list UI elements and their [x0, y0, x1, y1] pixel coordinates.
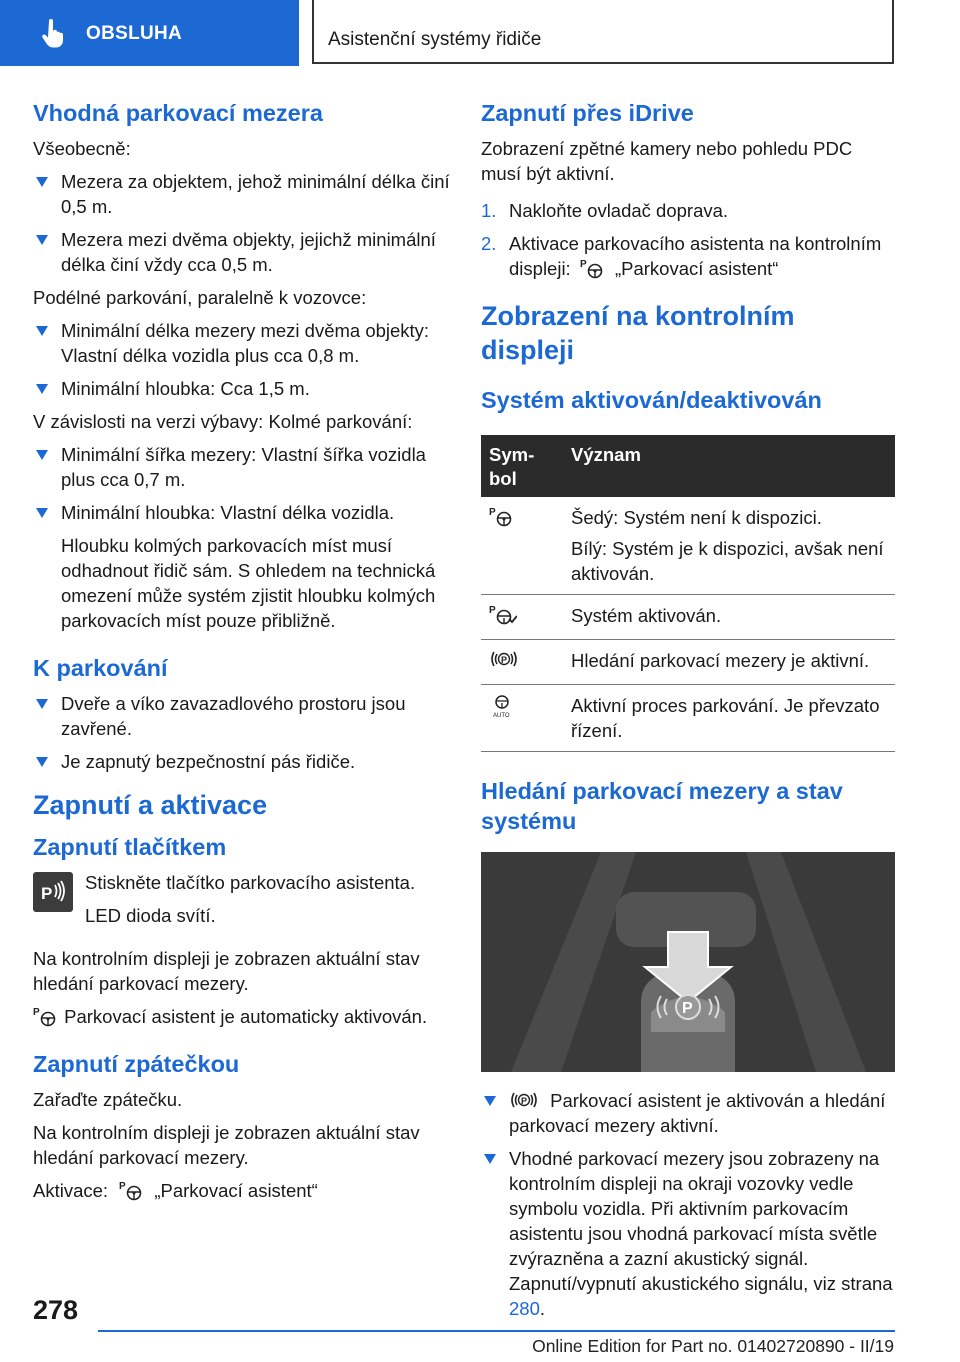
- table-row: [481, 595, 895, 640]
- activation-value: „Parkovací asistent“: [154, 1180, 318, 1201]
- list-item: Dveře a víko zavazadlového prostoru jsou zavřené.: [33, 691, 451, 741]
- col-meaning: Význam: [563, 435, 895, 497]
- parking-assistant-icon: [33, 1005, 59, 1027]
- table-row: [481, 685, 895, 752]
- list-item: Mezera za objektem, jehož minimální délka činí 0,5 m.: [33, 169, 451, 219]
- activation-row: [33, 1178, 451, 1203]
- footer-edition: Online Edition for Part no. 01402720890 - II/19: [532, 1336, 894, 1356]
- perpendicular-label: V závislosti na verzi výbavy: Kolmé parkování:: [33, 411, 413, 432]
- table-row: [481, 640, 895, 685]
- led-text: LED dioda svítí.: [85, 905, 216, 926]
- parking-assistant-icon: [489, 505, 515, 527]
- auto-activated-text: Parkovací asistent je automaticky aktivován.: [64, 1006, 428, 1027]
- page-header: [0, 0, 960, 66]
- parking-assistant-icon: [580, 257, 606, 279]
- idrive-steps: [481, 198, 895, 281]
- parallel-label: Podélné parkování, paralelně k vozovce:: [33, 287, 367, 308]
- list-item: [481, 1088, 895, 1138]
- heading-system-status: Systém aktivován/deaktivován: [481, 387, 822, 413]
- parking-assistant-icon: [119, 1179, 145, 1201]
- list-item: Je zapnutý bezpečnostní pás řidiče.: [33, 749, 451, 774]
- perpendicular-list: [33, 442, 451, 633]
- step-text: Aktivace parkovacího asistenta na kontrolním displeji:: [509, 233, 882, 279]
- symbol-cell: [481, 685, 563, 752]
- meaning-cell: Aktivní proces parkování. Je převzato řízení.: [563, 685, 895, 752]
- svg-text:P: P: [489, 507, 496, 518]
- reverse-text: Zařaďte zpátečku.: [33, 1089, 183, 1110]
- heading-search-status: Hledání parkovací mezery a stav systému: [481, 778, 843, 834]
- list-item: Minimální hloubka: Vlastní délka vozidla.: [33, 500, 451, 525]
- list-item: Minimální šířka mezery: Vlastní šířka vozidla plus cca 0,7 m.: [33, 442, 451, 492]
- auto-label: AUTO: [493, 713, 510, 719]
- step-item: [481, 231, 895, 281]
- page-number: 278: [33, 1295, 79, 1325]
- svg-text:P: P: [489, 605, 496, 616]
- reverse-display: Na kontrolním displeji je zobrazen aktuální stav hledání parkovací mezery.: [33, 1122, 420, 1168]
- list-item-text: Parkovací asistent je aktivován a hledání parkovací mezery aktivní.: [509, 1090, 886, 1136]
- svg-text:P: P: [41, 884, 53, 903]
- list-item-text: Vhodné parkovací mezery jsou zobrazeny na kontrolním displeji na okraji vozovky vedle symbolu vozidla. Při aktivním parkovacím asistentu jsou vhodná parkovací místa světle zvýrazněna a zazní akustický signál. Zapnutí/vypnutí akustického signálu, viz strana: [509, 1148, 893, 1294]
- step-number: 1.: [481, 200, 497, 221]
- page-link-280[interactable]: 280: [509, 1298, 540, 1319]
- display-text: Na kontrolním displeji je zobrazen aktuální stav hledání parkovací mezery.: [33, 948, 420, 994]
- heading-button: Zapnutí tlačítkem: [33, 834, 227, 860]
- heading-idrive: Zapnutí přes iDrive: [481, 100, 694, 126]
- meaning-cell: Hledání parkovací mezery je aktivní.: [563, 640, 895, 685]
- idrive-text: Zobrazení zpětné kamery nebo pohledu PDC musí být aktivní.: [481, 138, 853, 184]
- step-item: [481, 198, 895, 223]
- left-column: [33, 98, 451, 1211]
- symbol-table: [481, 435, 895, 752]
- tab-obsluha[interactable]: [0, 0, 299, 66]
- table-row: [481, 497, 895, 595]
- col-symbol: Symbol: [481, 435, 563, 497]
- parking-search-icon: [509, 1089, 539, 1111]
- for-parking-list: [33, 691, 451, 774]
- meaning-text: Bílý: Systém je k dispozici, avšak není aktivován.: [571, 538, 884, 584]
- step-value: „Parkovací asistent“: [614, 258, 779, 279]
- svg-text:P: P: [501, 655, 508, 665]
- list-item: Vhodné parkovací mezery jsou zobrazeny na kontrolním displeji na okraji vozovky vedle symbolu vozidla. Při aktivním parkovacím asistentu jsou vhodná parkovací místa světle zvýrazněna a zazní akustický signál. Zapnutí/vypnutí akustického signálu, viz strana 280.: [481, 1146, 895, 1321]
- hand-pointer-icon: [38, 18, 68, 48]
- heading-display: Zobrazení na kontrolním displeji: [481, 301, 795, 365]
- symbol-cell: [481, 595, 563, 640]
- general-list: [33, 169, 451, 277]
- symbol-cell: [481, 497, 563, 595]
- button-instruction: [33, 870, 451, 936]
- right-column: [481, 98, 895, 1329]
- meaning-cell: [563, 497, 895, 595]
- tab-label: OBSLUHA: [86, 22, 183, 44]
- camera-view-image: [481, 852, 895, 1072]
- search-status-list: [481, 1088, 895, 1321]
- heading-activation: Zapnutí a aktivace: [33, 790, 268, 820]
- footer-divider: [98, 1330, 895, 1332]
- step-text: Nakloňte ovladač doprava.: [509, 200, 729, 221]
- list-item: Minimální hloubka: Cca 1,5 m.: [33, 376, 451, 401]
- step-number: 2.: [481, 233, 497, 254]
- symbol-cell: [481, 640, 563, 685]
- perpendicular-note: Hloubku kolmých parkovacích míst musí odhadnout řidič sám. S ohledem na technická omezení může systém zjistit hloubku kolmých parkovacích míst pouze přibližně.: [61, 535, 436, 631]
- meaning-cell: Systém aktivován.: [563, 595, 895, 640]
- parking-assist-button-icon: [33, 872, 73, 912]
- svg-text:P: P: [33, 1007, 40, 1018]
- table-header-row: [481, 435, 895, 497]
- svg-text:P: P: [521, 1096, 528, 1106]
- button-text: Stiskněte tlačítko parkovacího asistenta.: [85, 872, 416, 893]
- auto-activated-row: [33, 1004, 451, 1029]
- camera-p-label: P: [682, 1000, 693, 1017]
- heading-reverse: Zapnutí zpátečkou: [33, 1051, 240, 1077]
- parallel-list: [33, 318, 451, 401]
- steering-auto-icon: [489, 693, 515, 719]
- meaning-text: Šedý: Systém není k dispozici.: [571, 507, 822, 528]
- activation-label: Aktivace:: [33, 1180, 109, 1201]
- svg-text:P: P: [579, 259, 587, 270]
- parking-search-icon: [489, 648, 519, 670]
- list-item: Minimální délka mezery mezi dvěma objekty: Vlastní délka vozidla plus cca 0,8 m.: [33, 318, 451, 368]
- list-item: Mezera mezi dvěma objekty, jejichž minimální délka činí vždy cca 0,5 m.: [33, 227, 451, 277]
- heading-for-parking: K parkování: [33, 655, 168, 681]
- section-title: Asistenční systémy řidiče: [312, 0, 894, 64]
- heading-parking-space: Vhodná parkovací mezera: [33, 100, 323, 126]
- parking-assistant-active-icon: [489, 603, 517, 625]
- svg-text:P: P: [119, 1181, 126, 1192]
- general-label: Všeobecně:: [33, 138, 131, 159]
